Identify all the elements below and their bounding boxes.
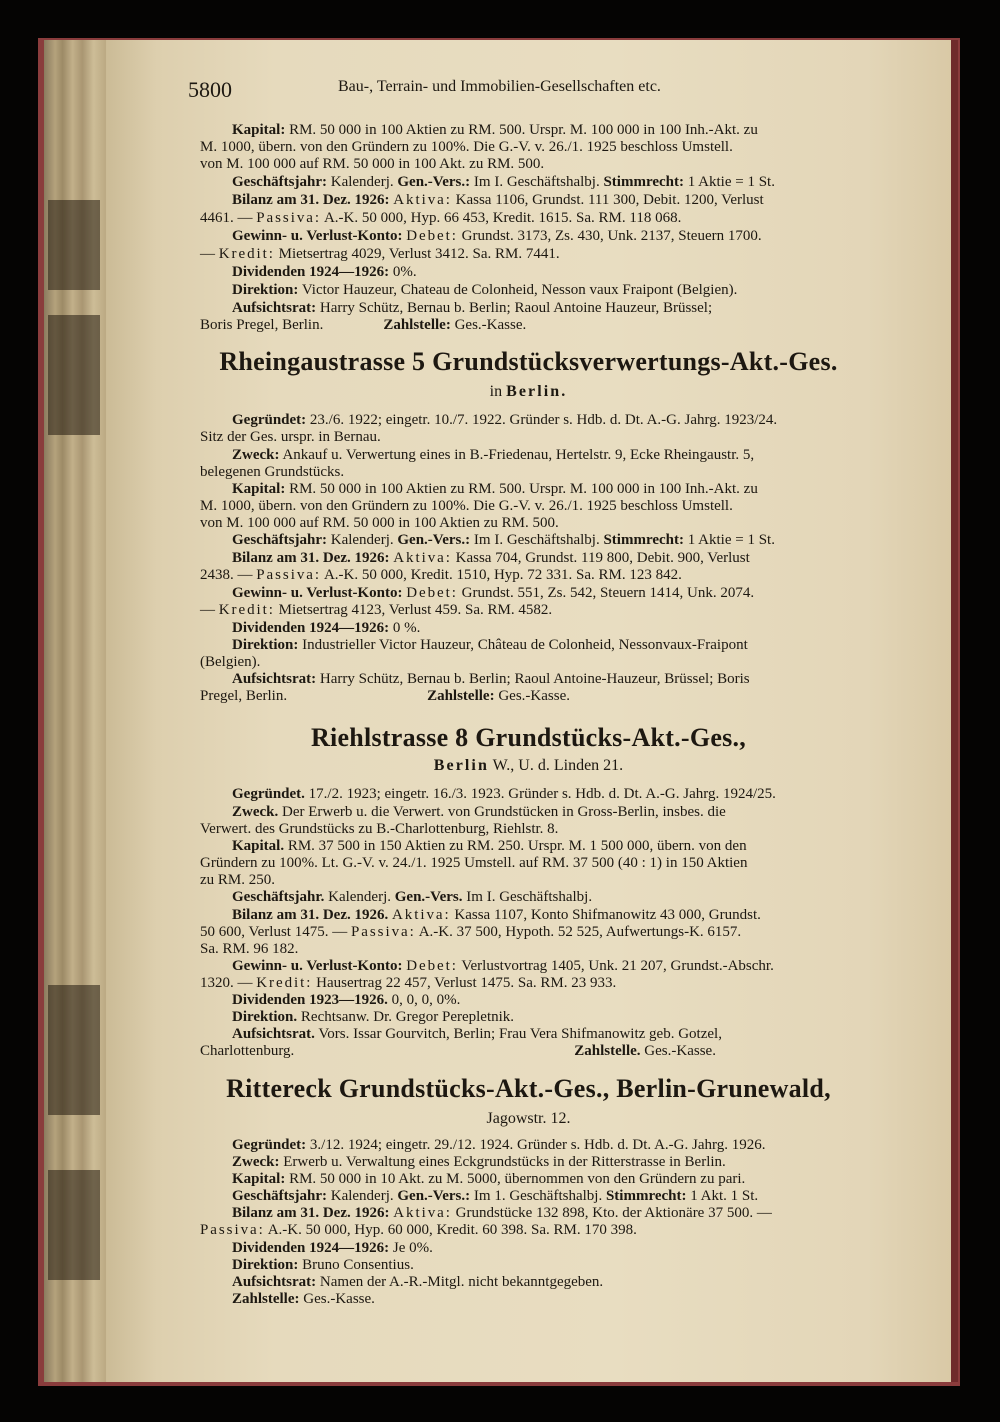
zahlstelle-label: Zahlstelle:: [232, 1291, 300, 1307]
aufsichtsrat-text: Harry Schütz, Bernau b. Berlin; Raoul Antoine-Hauzeur, Brüssel; Boris: [319, 671, 750, 687]
zahlstelle-value: Ges.-Kasse.: [454, 317, 527, 333]
location-prefix: in: [489, 383, 503, 400]
gj-label: Geschäftsjahr:: [232, 532, 327, 548]
guv-text: —: [200, 602, 215, 618]
bilanz-text: 2438. —: [200, 567, 253, 583]
passiva-word: Passiva:: [200, 1222, 265, 1238]
zahlstelle-label: Zahlstelle:: [427, 688, 495, 704]
passiva-word: Passiva:: [256, 567, 322, 583]
dividend-label: Dividenden 1924—1926:: [232, 620, 390, 636]
direktion-label: Direktion:: [232, 282, 299, 298]
guv-text: Grundst. 3173, Zs. 430, Unk. 2137, Steuern 1700.: [461, 228, 762, 244]
stimm-label: Stimmrecht:: [605, 1188, 687, 1204]
bilanz-text: Kassa 1106, Grundst. 111 300, Debit. 1200, Verlust: [455, 192, 764, 208]
bilanz-label: Bilanz am 31. Dez. 1926:: [232, 550, 390, 566]
aufsichtsrat-text: Pregel, Berlin.: [200, 688, 288, 704]
gegruendet-text: 23./6. 1922; eingetr. 10./7. 1922. Gründer s. Hdb. d. Dt. A.-G. Jahrg. 1923/24.: [309, 412, 778, 428]
aktiva-word: Aktiva:: [393, 550, 452, 566]
bilanz-text: Kassa 704, Grundst. 119 800, Debit. 900, Verlust: [455, 550, 750, 566]
guv-label: Gewinn- u. Verlust-Konto:: [232, 585, 403, 601]
direktion-value: Bruno Consentius.: [302, 1257, 414, 1273]
thumb-index-tab: [48, 200, 100, 290]
zweck-text: belegenen Grundstücks.: [200, 464, 345, 480]
kapital-label: Kapital:: [232, 122, 286, 138]
company-title: Riehlstrasse 8 Grundstücks-Akt.-Ges.,: [310, 723, 747, 752]
kapital-text: RM. 37 500 in 150 Aktien zu RM. 250. Urspr. M. 1 500 000, übern. von den: [287, 838, 747, 854]
guv-text: Mietsertrag 4029, Verlust 3412. Sa. RM. 7441.: [278, 246, 560, 262]
gv-value: Im 1. Geschäftshalbj.: [473, 1188, 603, 1204]
bilanz-label: Bilanz am 31. Dez. 1926:: [232, 192, 390, 208]
gegruendet-text: 3./12. 1924; eingetr. 29./12. 1924. Gründer s. Hdb. d. Dt. A.-G. Jahrg. 1926.: [309, 1137, 766, 1153]
bilanz-text: A.-K. 50 000, Kredit. 1510, Hyp. 72 331. Sa. RM. 123 842.: [323, 567, 682, 583]
bilanz-text: Grundstücke 132 898, Kto. der Aktionäre 37 500. —: [455, 1205, 772, 1221]
gj-value: Kalenderj.: [330, 532, 394, 548]
thumb-index-tab: [48, 315, 100, 435]
company-location: Jagowstr. 12.: [486, 1110, 571, 1127]
bilanz-label: Bilanz am 31. Dez. 1926:: [232, 1205, 390, 1221]
kapital-text: M. 1000, übern. von den Gründern zu 100%. Die G.-V. v. 26./1. 1925 beschloss Umstell.: [200, 139, 733, 155]
debet-word: Debet:: [406, 228, 458, 244]
gegruendet-text: Sitz der Ges. urspr. in Bernau.: [200, 429, 381, 445]
direktion-value: Rechtsanw. Dr. Gregor Perepletnik.: [300, 1009, 515, 1025]
kapital-text: RM. 50 000 in 100 Aktien zu RM. 500. Urspr. M. 100 000 in 100 Inh.-Akt. zu: [289, 481, 758, 497]
direktion-label: Direktion.: [232, 1009, 298, 1025]
kapital-label: Kapital.: [232, 838, 285, 854]
zahlstelle-label: Zahlstelle.: [574, 1043, 641, 1059]
dividend-label: Dividenden 1923—1926.: [232, 992, 388, 1008]
gegruendet-text: 17./2. 1923; eingetr. 16./3. 1923. Gründer s. Hdb. d. Dt. A.-G. Jahrg. 1924/25.: [308, 786, 776, 802]
zweck-text: Verwert. des Grundstücks zu B.-Charlottenburg, Riehlstr. 8.: [200, 821, 559, 837]
company-location: W., U. d. Linden 21.: [492, 757, 624, 774]
aufsichtsrat-text: Charlottenburg.: [200, 1043, 295, 1059]
company-location-city: Berlin: [433, 757, 489, 774]
gj-label: Geschäftsjahr:: [232, 1188, 327, 1204]
bilanz-label: Bilanz am 31. Dez. 1926.: [232, 907, 389, 923]
direktion-text: (Belgien).: [200, 654, 261, 670]
dividend-value: 0%.: [392, 264, 417, 280]
direktion-label: Direktion:: [232, 1257, 299, 1273]
running-head: Bau-, Terrain- und Immobilien-Gesellschaften etc.: [338, 78, 661, 95]
aufsichtsrat-text: Harry Schütz, Bernau b. Berlin; Raoul Antoine Hauzeur, Brüssel;: [319, 300, 713, 316]
kredit-word: Kredit:: [218, 602, 275, 618]
kapital-text: RM. 50 000 in 100 Aktien zu RM. 500. Urspr. M. 100 000 in 100 Inh.-Akt. zu: [289, 122, 758, 138]
bilanz-text: A.-K. 50 000, Hyp. 66 453, Kredit. 1615. Sa. RM. 118 068.: [323, 210, 682, 226]
stimm-label: Stimmrecht:: [603, 174, 684, 190]
guv-text: Hausertrag 22 457, Verlust 1475. Sa. RM. 23 933.: [316, 975, 617, 991]
dividend-label: Dividenden 1924—1926:: [232, 264, 390, 280]
direktion-text: Industrieller Victor Hauzeur, Château de Colonheid, Nessonvaux-Fraipont: [302, 637, 748, 653]
thumb-index-tab: [48, 1170, 100, 1280]
aufsichtsrat-value: Namen der A.-R.-Mitgl. nicht bekanntgegeben.: [319, 1274, 604, 1290]
kapital-text: M. 1000, übern. von den Gründern zu 100%. Die G.-V. v. 26./1. 1925 beschloss Umstell.: [200, 498, 733, 514]
debet-word: Debet:: [406, 585, 458, 601]
guv-text: Grundst. 551, Zs. 542, Steuern 1414, Unk. 2074.: [461, 585, 755, 601]
bilanz-text: 50 600, Verlust 1475. —: [200, 924, 348, 940]
company-title: Rheingaustrasse 5 Grundstücksverwertungs-Akt.-Ges.: [219, 347, 838, 376]
gv-label: Gen.-Vers.:: [397, 532, 471, 548]
page-number: 5800: [188, 77, 232, 102]
aktiva-word: Aktiva:: [391, 907, 451, 923]
dividend-value: 0 %.: [392, 620, 421, 636]
passiva-word: Passiva:: [350, 924, 416, 940]
gegruendet-label: Gegründet.: [232, 786, 305, 802]
aufsichtsrat-text: Boris Pregel, Berlin.: [200, 317, 324, 333]
bilanz-text: Kassa 1107, Konto Shifmanowitz 43 000, Grundst.: [454, 907, 761, 923]
aufsichtsrat-label: Aufsichtsrat:: [232, 300, 317, 316]
dividend-label: Dividenden 1924—1926:: [232, 1240, 390, 1256]
guv-text: 1320. —: [200, 975, 253, 991]
kredit-word: Kredit:: [256, 975, 313, 991]
stimm-value: 1 Aktie = 1 St.: [687, 532, 775, 548]
aktiva-word: Aktiva:: [393, 192, 452, 208]
bilanz-text: A.-K. 50 000, Hyp. 60 000, Kredit. 60 398. Sa. RM. 170 398.: [267, 1222, 637, 1238]
company-title: Rittereck Grundstücks-Akt.-Ges., Berlin-Grunewald,: [226, 1074, 831, 1103]
gv-label: Gen.-Vers.:: [397, 174, 471, 190]
kapital-text: RM. 50 000 in 10 Akt. zu M. 5000, übernommen von den Gründern zu pari.: [289, 1171, 746, 1187]
gegruendet-label: Gegründet:: [232, 1137, 307, 1153]
book-page: [106, 40, 951, 1382]
zahlstelle-value: Ges.-Kasse.: [644, 1043, 716, 1059]
aufsichtsrat-label: Aufsichtsrat:: [232, 671, 317, 687]
stimm-value: 1 Akt. 1 St.: [690, 1188, 759, 1204]
gv-label: Gen.-Vers.: [394, 889, 463, 905]
debet-word: Debet:: [406, 958, 458, 974]
zweck-text: Der Erwerb u. die Verwert. von Grundstücken in Gross-Berlin, insbes. die: [282, 804, 726, 820]
aufsichtsrat-label: Aufsichtsrat:: [232, 1274, 317, 1290]
kapital-label: Kapital:: [232, 1171, 286, 1187]
company-location: Berlin.: [506, 383, 568, 400]
passiva-word: Passiva:: [256, 210, 322, 226]
gv-label: Gen.-Vers.:: [397, 1188, 471, 1204]
stimm-value: 1 Aktie = 1 St.: [687, 174, 775, 190]
zahlstelle-value: Ges.-Kasse.: [498, 688, 570, 704]
bilanz-text: Sa. RM. 96 182.: [200, 941, 299, 957]
bilanz-text: 4461. —: [200, 210, 253, 226]
gv-value: Im I. Geschäftshalbj.: [466, 889, 593, 905]
zweck-text: Ankauf u. Verwertung eines in B.-Friedenau, Hertelstr. 9, Ecke Rheingaustr. 5,: [282, 447, 755, 463]
kapital-text: zu RM. 250.: [200, 872, 275, 888]
kapital-label: Kapital:: [232, 481, 286, 497]
aufsichtsrat-label: Aufsichtsrat.: [232, 1026, 315, 1042]
zweck-label: Zweck.: [232, 804, 279, 820]
thumb-index-tab: [48, 985, 100, 1115]
stimm-label: Stimmrecht:: [603, 532, 684, 548]
kapital-text: von M. 100 000 auf RM. 50 000 in 100 Akt. zu RM. 500.: [200, 156, 545, 172]
gj-value: Kalenderj.: [330, 174, 394, 190]
kapital-text: von M. 100 000 auf RM. 50 000 in 100 Aktien zu RM. 500.: [200, 515, 559, 531]
guv-label: Gewinn- u. Verlust-Konto:: [232, 958, 403, 974]
kapital-text: Gründern zu 100%. Lt. G.-V. v. 24./1. 1925 Umstell. auf RM. 37 500 (40 : 1) in 150 Aktien: [200, 855, 748, 871]
gv-value: Im I. Geschäftshalbj.: [473, 174, 600, 190]
guv-label: Gewinn- u. Verlust-Konto:: [232, 228, 403, 244]
bilanz-text: A.-K. 37 500, Hypoth. 52 525, Aufwertungs-K. 6157.: [418, 924, 742, 940]
kredit-word: Kredit:: [218, 246, 275, 262]
dividend-value: Je 0%.: [392, 1240, 433, 1256]
aktiva-word: Aktiva:: [393, 1205, 452, 1221]
zweck-text: Erwerb u. Verwaltung eines Eckgrundstücks in der Ritterstrasse in Berlin.: [283, 1154, 726, 1170]
guv-text: Mietsertrag 4123, Verlust 459. Sa. RM. 4582.: [278, 602, 553, 618]
aufsichtsrat-text: Vors. Issar Gourvitch, Berlin; Frau Vera Shifmanowitz geb. Gotzel,: [318, 1026, 722, 1042]
zweck-label: Zweck:: [232, 1154, 280, 1170]
direktion-value: Victor Hauzeur, Chateau de Colonheid, Nesson vaux Fraipont (Belgien).: [301, 282, 738, 298]
dividend-value: 0, 0, 0, 0%.: [391, 992, 461, 1008]
guv-text: Verlustvortrag 1405, Unk. 21 207, Grundst.-Abschr.: [461, 958, 774, 974]
gj-value: Kalenderj.: [330, 1188, 394, 1204]
gj-label: Geschäftsjahr:: [232, 174, 327, 190]
zahlstelle-value: Ges.-Kasse.: [303, 1291, 375, 1307]
gegruendet-label: Gegründet:: [232, 412, 307, 428]
zweck-label: Zweck:: [232, 447, 280, 463]
gv-value: Im I. Geschäftshalbj.: [473, 532, 600, 548]
zahlstelle-label: Zahlstelle:: [383, 317, 451, 333]
direktion-label: Direktion:: [232, 637, 299, 653]
guv-text: —: [200, 246, 215, 262]
gj-value: Kalenderj.: [328, 889, 391, 905]
gj-label: Geschäftsjahr.: [232, 889, 325, 905]
